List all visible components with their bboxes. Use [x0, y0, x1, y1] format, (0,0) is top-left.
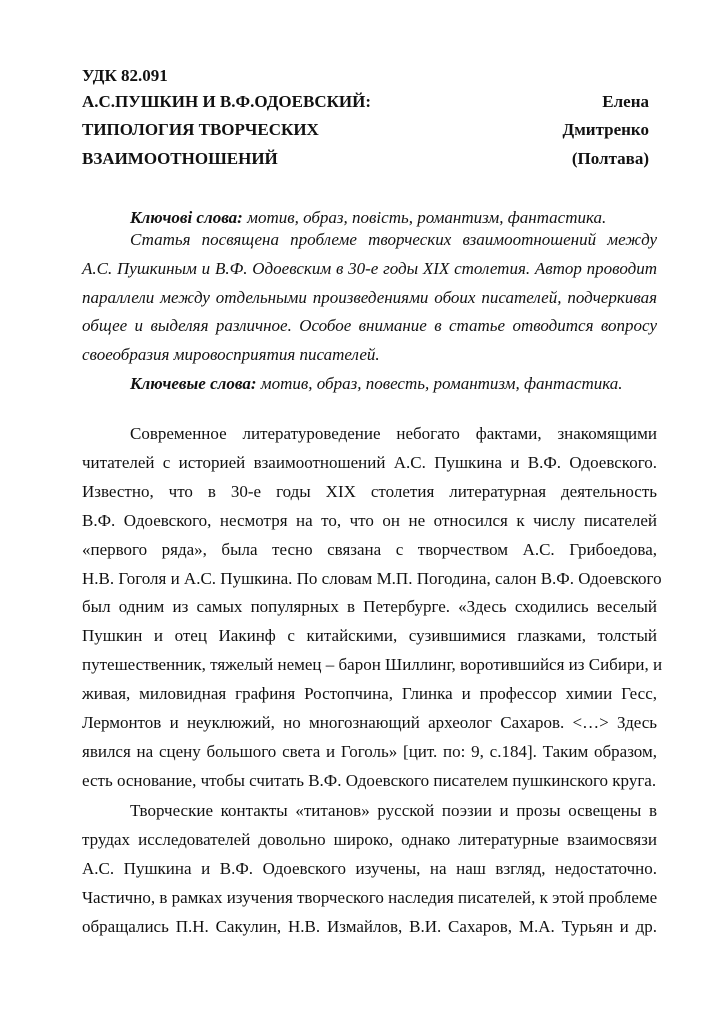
text-line: трудах исследователей довольно широко, однако литературные взаимосвязи	[82, 830, 657, 849]
text-line: «первого ряда», была тесно связана с творчеством А.С. Грибоедова,	[82, 539, 657, 559]
text-line: своеобразия мировосприятия писателей.	[82, 345, 380, 365]
keywords-label: Ключові слова:	[130, 208, 243, 227]
text-line: живая, миловидная графиня Ростопчина, Глинка и профессор химии Гесс,	[82, 684, 657, 704]
keywords-text: мотив, образ, повесть, романтизм, фантастика.	[256, 374, 623, 393]
text-line: был одним из самых популярных в Петербурге. «Здесь сходились веселый	[82, 597, 657, 617]
author-city: (Полтава)	[571, 149, 649, 168]
text-line: есть основание, чтобы считать В.Ф. Одоевского писателем пушкинского круга.	[82, 770, 657, 790]
text-line: путешественник, тяжелый немец – барон Шиллинг, воротившийся из Сибири, и	[82, 655, 663, 675]
article-title-line: ВЗАИМООТНОШЕНИЙ	[82, 149, 278, 168]
text-line: Известно, что в 30-е годы XIX столетия литературная деятельность	[82, 481, 657, 501]
article-title-line: А.С.ПУШКИН И В.Ф.ОДОЕВСКИЙ:	[82, 92, 372, 111]
text-line: явился на сцену большого света и Гоголь» [цит. по: 9, с.184]. Таким образом,	[82, 741, 657, 761]
text-line: А.С. Пушкиным и В.Ф. Одоевским в 30-е годы XIX столетия. Автор проводит	[82, 258, 657, 278]
text-line: А.С. Пушкина и В.Ф. Одоевского изучены, на наш взгляд, недостаточно.	[82, 859, 657, 878]
keywords-uk	[130, 208, 657, 228]
text-line: Лермонтов и неуклюжий, но многознающий археолог Сахаров. <…> Здесь	[82, 713, 657, 732]
text-line: Творческие контакты «титанов» русской поэзии и прозы освещены в	[130, 801, 657, 820]
text-line: Современное литературоведение небогато фактами, знакомящими	[130, 424, 657, 443]
text-line: читателей с историей взаимоотношений А.С. Пушкина и В.Ф. Одоевского.	[82, 452, 657, 472]
author-first-name: Елена	[602, 92, 649, 111]
text-line: Пушкин и отец Иакинф с китайскими, сузившимися глазками, толстый	[82, 626, 657, 646]
text-line: Частично, в рамках изучения творческого наследия писателей, к этой проблеме	[82, 888, 658, 907]
text-line: Статья посвящена проблеме творческих взаимоотношений между	[130, 230, 657, 249]
keywords-ru	[130, 374, 657, 394]
keywords-label: Ключевые слова:	[130, 374, 257, 393]
article-title-line: ТИПОЛОГИЯ ТВОРЧЕСКИХ	[82, 120, 319, 139]
udc-code: УДК 82.091	[82, 66, 168, 85]
text-line: обращались П.Н. Сакулин, Н.В. Измайлов, В.И. Сахаров, М.А. Турьян и др.	[82, 917, 657, 936]
text-line: параллели между отдельными произведениями обоих писателей, подчеркивая	[82, 287, 657, 307]
text-line: Н.В. Гоголя и А.С. Пушкина. По словам М.П. Погодина, салон В.Ф. Одоевского	[82, 568, 662, 588]
text-line: В.Ф. Одоевского, несмотря на то, что он не относился к числу писателей	[82, 510, 657, 530]
keywords-text: мотив, образ, повість, романтизм, фантастика.	[242, 208, 607, 227]
text-line: общее и выделяя различное. Особое внимание в статье отводится вопросу	[82, 316, 657, 336]
author-last-name: Дмитренко	[562, 120, 649, 139]
